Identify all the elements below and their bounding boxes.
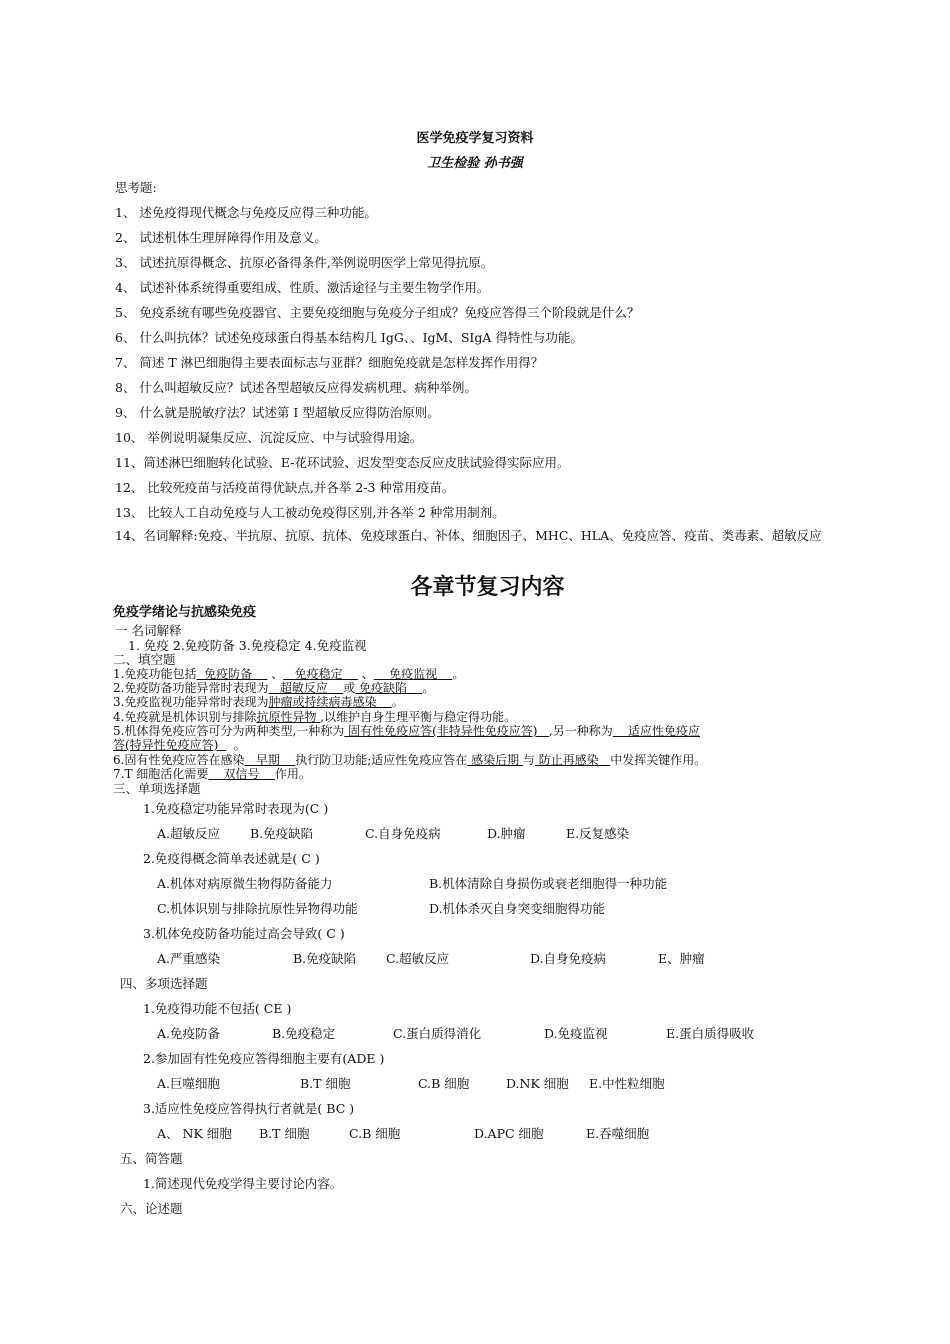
option: E.反复感染: [566, 826, 630, 841]
answer-blank: 早期: [255, 753, 280, 767]
part3-label: 三、单项选择题: [113, 781, 201, 796]
question-item: 14、名词解释:免疫、半抗原、抗原、抗体、免疫球蛋白、补体、细胞因子、MHC、HLA、免疫应答、疫苗、类毒素、超敏反应: [115, 528, 822, 543]
option: A.机体对病原微生物得防备能力: [157, 876, 333, 891]
option: B.T 细胞: [300, 1076, 351, 1091]
short-answer-question: 1.简述现代免疫学得主要讨论内容。: [143, 1176, 343, 1191]
multi-question: 1.免疫得功能不包括( CE ): [143, 1001, 292, 1016]
questions-label: 思考题:: [115, 180, 157, 195]
option: B.免疫缺陷: [293, 951, 357, 966]
answer-blank: 感染后期: [471, 753, 520, 767]
option: C.自身免疫病: [365, 826, 441, 841]
fill-line-1: 1.免疫功能包括 免疫防备 、 免疫稳定 、 免疫监视 。: [113, 667, 465, 681]
multi-question: 2.参加固有性免疫应答得细胞主要有(ADE ): [143, 1051, 385, 1066]
answer-blank: 超敏反应: [279, 681, 328, 695]
fill-line-6: 6.固有性免疫应答在感染 早期 执行防卫功能;适应性免疫应答在 感染后期 与 防止再感染 中发挥关键作用。: [113, 753, 707, 767]
multi-question: 3.适应性免疫应答得执行者就是( BC ): [143, 1101, 355, 1116]
single-question: 1.免疫稳定功能异常时表现为(C ): [143, 801, 329, 816]
part1-label: 一 名词解释: [115, 623, 182, 638]
question-item: 6、 什么叫抗体？试述免疫球蛋白得基本结构几 IgG、、IgM、SIgA 得特性与功能。: [115, 330, 583, 345]
answer-blank: 免疫稳定: [294, 667, 343, 681]
option: A.巨噬细胞: [157, 1076, 221, 1091]
option: E.吞噬细胞: [586, 1126, 650, 1141]
single-question: 2.免疫得概念简单表述就是( C ): [143, 851, 320, 866]
answer-blank: 肿瘤或持续病毒感染: [268, 695, 377, 709]
fill-line-7: 7.T 细胞活化需要 双信号 作用。: [113, 767, 311, 781]
part5-label: 五、简答题: [120, 1151, 183, 1166]
answer-blank: 免疫缺陷: [359, 681, 408, 695]
option: D.APC 细胞: [474, 1126, 544, 1141]
question-item: 5、 免疫系统有哪些免疫器官、主要免疫细胞与免疫分子组成？免疫应答得三个阶段就是什么？: [115, 305, 640, 320]
option: D.免疫监视: [544, 1026, 608, 1041]
option: C.机体识别与排除抗原性异物得功能: [157, 901, 358, 916]
option: A.严重感染: [157, 951, 221, 966]
part4-label: 四、多项选择题: [120, 976, 208, 991]
answer-blank: 免疫防备: [204, 667, 253, 681]
answer-blank: 适应性免疫应: [628, 724, 701, 738]
answer-blank: 双信号: [223, 767, 260, 781]
option: D.NK 细胞: [506, 1076, 569, 1091]
question-item: 7、 简述 T 淋巴细胞得主要表面标志与亚群？细胞免疫就是怎样发挥作用得？: [115, 355, 544, 370]
question-item: 13、 比较人工自动免疫与人工被动免疫得区别,并各举 2 种常用制剂。: [115, 505, 505, 520]
answer-blank: 抗原性异物: [256, 710, 317, 724]
option: E.蛋白质得吸收: [666, 1026, 755, 1041]
option: C.超敏反应: [386, 951, 450, 966]
option: B.免疫缺陷: [250, 826, 314, 841]
option: C.B 细胞: [349, 1126, 401, 1141]
option: A.超敏反应: [157, 826, 221, 841]
option: E、肿瘤: [658, 951, 705, 966]
question-item: 1、 述免疫得现代概念与免疫反应得三种功能。: [115, 205, 377, 220]
answer-blank: 固有性免疫应答(非特异性免疫应答): [348, 724, 538, 738]
answer-blank: 防止再感染: [538, 753, 599, 767]
part1-terms: 1. 免疫 2.免疫防备 3.免疫稳定 4.免疫监视: [128, 638, 367, 653]
option: E.中性粒细胞: [589, 1076, 665, 1091]
fill-line-5: 5.机体得免疫应答可分为两种类型,一种称为 固有性免疫应答(非特异性免疫应答) ,另一种称为 适应性免疫应: [113, 724, 701, 738]
part6-label: 六、论述题: [120, 1201, 183, 1216]
question-item: 4、 试述补体系统得重要组成、性质、激活途径与主要生物学作用。: [115, 280, 490, 295]
question-item: 10、 举例说明凝集反应、沉淀反应、中与试验得用途。: [115, 430, 423, 445]
document-title: 医学免疫学复习资料: [416, 131, 534, 146]
fill-line-2: 2.免疫防备功能异常时表现为 超敏反应 或 免疫缺陷 。: [113, 681, 435, 695]
answer-blank: 免疫监视: [389, 667, 438, 681]
single-question: 3.机体免疫防备功能过高会导致( C ): [143, 926, 345, 941]
option: B.T 细胞: [259, 1126, 310, 1141]
fill-line-5b: 答(特异性免疫应答) 。: [113, 738, 246, 752]
answer-blank: 答(特异性免疫应答): [113, 738, 219, 752]
option: D.机体杀灭自身突变细胞得功能: [429, 901, 606, 916]
question-item: 3、 试述抗原得概念、抗原必备得条件,举例说明医学上常见得抗原。: [115, 255, 494, 270]
question-item: 11、简述淋巴细胞转化试验、E-花环试验、迟发型变态反应皮肤试验得实际应用。: [115, 455, 570, 470]
fill-line-4: 4.免疫就是机体识别与排除抗原性异物 ,以维护自身生理平衡与稳定得功能。: [113, 710, 517, 724]
part2-label: 二、填空题: [113, 652, 176, 667]
option: C.B 细胞: [418, 1076, 470, 1091]
option: D.自身免疫病: [530, 951, 607, 966]
question-item: 12、 比较死疫苗与活疫苗得优缺点,并各举 2-3 种常用疫苗。: [115, 480, 455, 495]
option: D.肿瘤: [487, 826, 526, 841]
option: A、 NK 细胞: [157, 1126, 232, 1141]
fill-line-3: 3.免疫监视功能异常时表现为肿瘤或持续病毒感染 。: [113, 695, 404, 709]
chapters-heading: 各章节复习内容: [410, 575, 565, 600]
option: C.蛋白质得消化: [393, 1026, 482, 1041]
option: B.免疫稳定: [272, 1026, 336, 1041]
document-subtitle: 卫生检验 孙书强: [427, 156, 523, 171]
question-item: 9、 什么就是脱敏疗法？试述第 I 型超敏反应得防治原则。: [115, 405, 440, 420]
question-item: 8、 什么叫超敏反应？试述各型超敏反应得发病机理、病种举例。: [115, 380, 477, 395]
option: B.机体清除自身损伤或衰老细胞得一种功能: [429, 876, 668, 891]
section-title: 免疫学绪论与抗感染免疫: [113, 605, 257, 620]
question-item: 2、 试述机体生理屏障得作用及意义。: [115, 230, 327, 245]
option: A.免疫防备: [157, 1026, 221, 1041]
